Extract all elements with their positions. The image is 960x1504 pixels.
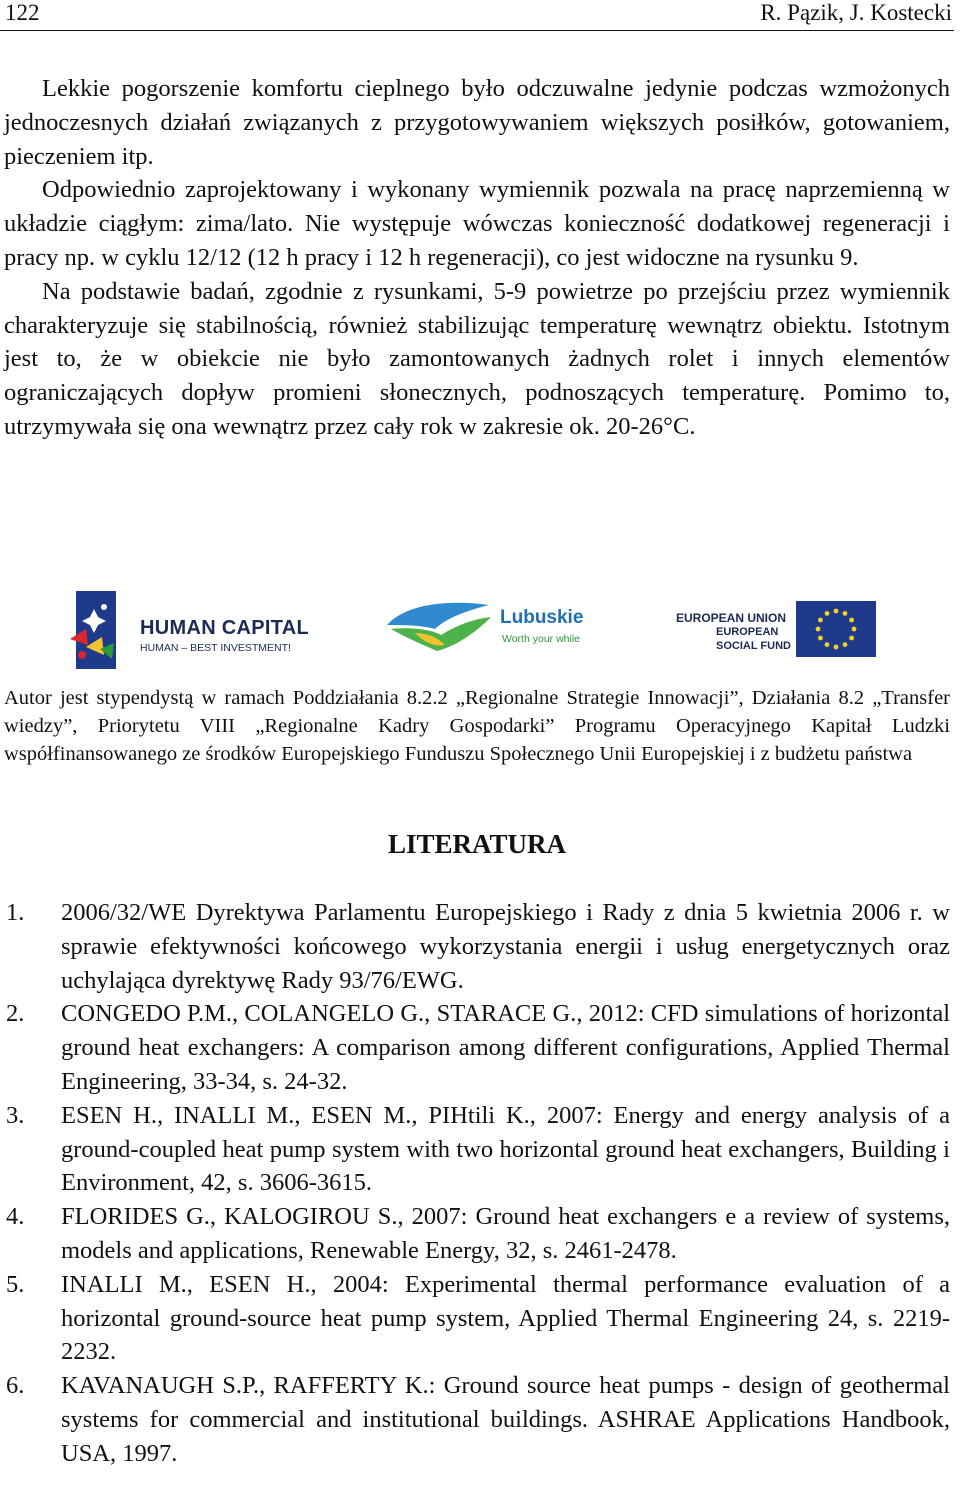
logo-line: EUROPEAN bbox=[716, 626, 779, 638]
lubuskie-emblem-icon bbox=[385, 595, 495, 655]
human-capital-emblem-icon bbox=[68, 587, 138, 673]
funding-logos bbox=[0, 585, 960, 675]
eu-star-icon bbox=[825, 611, 830, 616]
reference-item bbox=[4, 997, 950, 1098]
reference-text: FLORIDES G., KALOGIROU S., 2007: Ground heat exchangers e a review of systems, models and applications, Renewable Energy, 32, s. 2461-2478. bbox=[61, 1203, 950, 1264]
running-header bbox=[0, 0, 954, 31]
reference-text: KAVANAUGH S.P., RAFFERTY K.: Ground source heat pumps - design of geothermal systems for commercial and institutional buildings. ASHRAE Applications Handbook, USA, 1997. bbox=[61, 1372, 950, 1467]
logo-title: HUMAN CAPITAL bbox=[140, 617, 310, 639]
eu-star-icon bbox=[818, 636, 823, 641]
eu-star-icon bbox=[825, 642, 830, 647]
reference-text: 2006/32/WE Dyrektywa Parlamentu Europejskiego i Rady z dnia 5 kwietnia 2006 r. w sprawie efektywności końcowego wykorzystania energii i usług energetycznych oraz uchylająca dyrektywę Rady 93/76/EWG. bbox=[61, 899, 950, 994]
reference-text: ESEN H., INALLI M., ESEN M., PIHtili K., 2007: Energy and energy analysis of a ground-coupled heat pump system with two horizontal ground heat exchangers, Building i Environment, 42, s. 3606-3615. bbox=[61, 1101, 950, 1197]
human-capital-logo bbox=[68, 587, 308, 673]
page-number: 122 bbox=[5, 0, 40, 25]
eu-star-icon bbox=[843, 611, 848, 616]
eu-star-icon bbox=[849, 618, 854, 623]
lubuskie-logo bbox=[385, 595, 595, 655]
logo-title: Lubuskie bbox=[500, 607, 584, 628]
reference-number: 6. bbox=[6, 1372, 25, 1400]
running-authors: R. Pązik, J. Kostecki bbox=[760, 0, 952, 25]
eu-social-fund-logo bbox=[676, 601, 881, 659]
eu-star-icon bbox=[834, 609, 839, 614]
eu-star-icon bbox=[818, 618, 823, 623]
eu-star-icon bbox=[843, 642, 848, 647]
logo-subtitle: Worth your while bbox=[502, 633, 581, 645]
eu-star-icon bbox=[852, 627, 857, 632]
reference-number: 5. bbox=[6, 1270, 25, 1298]
reference-text: INALLI M., ESEN H., 2004: Experimental thermal performance evaluation of a horizontal ground-source heat pump system, Applied Thermal Engineering 24, s. 2219-2232. bbox=[61, 1270, 950, 1366]
paragraph: Lekkie pogorszenie komfortu cieplnego było odczuwalne jedynie podczas wzmożonych jednoczesnych działań związanych z przygotowywaniem większych posiłków, gotowaniem, pieczeniem itp. bbox=[4, 75, 950, 170]
paragraph: Na podstawie badań, zgodnie z rysunkami, 5-9 powietrze po przejściu przez wymiennik charakteryzuje się stabilnością, również stabilizując temperaturę wewnątrz obiektu. Istotnym jest to, że w obiekcie nie było zamontowanych żadnych rolet i innych elementów ograniczających dopływ promieni słonecznych, podnoszących temperaturę. Pomimo to, utrzymywała się ona wewnątrz przez cały rok w zakresie ok. 20-26°C. bbox=[4, 277, 950, 440]
reference-item bbox=[4, 1268, 950, 1369]
reference-number: 3. bbox=[6, 1101, 25, 1129]
eu-star-icon bbox=[849, 636, 854, 641]
logo-subtitle: HUMAN – BEST INVESTMENT! bbox=[140, 642, 291, 654]
reference-item bbox=[4, 1369, 950, 1470]
literature-heading: LITERATURA bbox=[387, 829, 567, 859]
eu-star-icon bbox=[834, 645, 839, 650]
eu-flag-icon bbox=[796, 601, 876, 657]
reference-number: 4. bbox=[6, 1203, 25, 1231]
reference-text: CONGEDO P.M., COLANGELO G., STARACE G., 2012: CFD simulations of horizontal ground heat exchangers: A comparison among different configurations, Applied Thermal Engineering, 33-34, s. 24-32. bbox=[61, 1000, 950, 1095]
reference-number: 2. bbox=[6, 1000, 25, 1028]
reference-item bbox=[4, 1099, 950, 1200]
reference-item bbox=[4, 896, 950, 997]
reference-number: 1. bbox=[6, 899, 25, 926]
reference-list bbox=[4, 896, 950, 1471]
paragraph: Odpowiednio zaprojektowany i wykonany wymiennik pozwala na pracę naprzemienną w układzie ciągłym: zima/lato. Nie występuje wówczas konieczność dodatkowej regeneracji i pracy np. w cyklu 12/12 (12 h pracy i 12 h regeneracji), co jest widoczne na rysunku 9. bbox=[4, 176, 950, 271]
body-text bbox=[4, 72, 950, 444]
reference-item bbox=[4, 1200, 950, 1268]
funding-acknowledgement: Autor jest stypendystą w ramach Poddziałania 8.2.2 „Regionalne Strategie Innowacji”, Działania 8.2 „Transfer wiedzy”, Priorytetu VIII „Regionalne Kadry Gospodarki” Programu Operacyjnego Kapitał Ludzki współfinansowanego ze środków Europejskiego Funduszu Społecznego Unii Europejskiej i z budżetu państwa bbox=[4, 687, 950, 765]
eu-star-icon bbox=[816, 627, 821, 632]
logo-line: SOCIAL FUND bbox=[716, 640, 791, 652]
logo-line: EUROPEAN UNION bbox=[676, 611, 787, 625]
